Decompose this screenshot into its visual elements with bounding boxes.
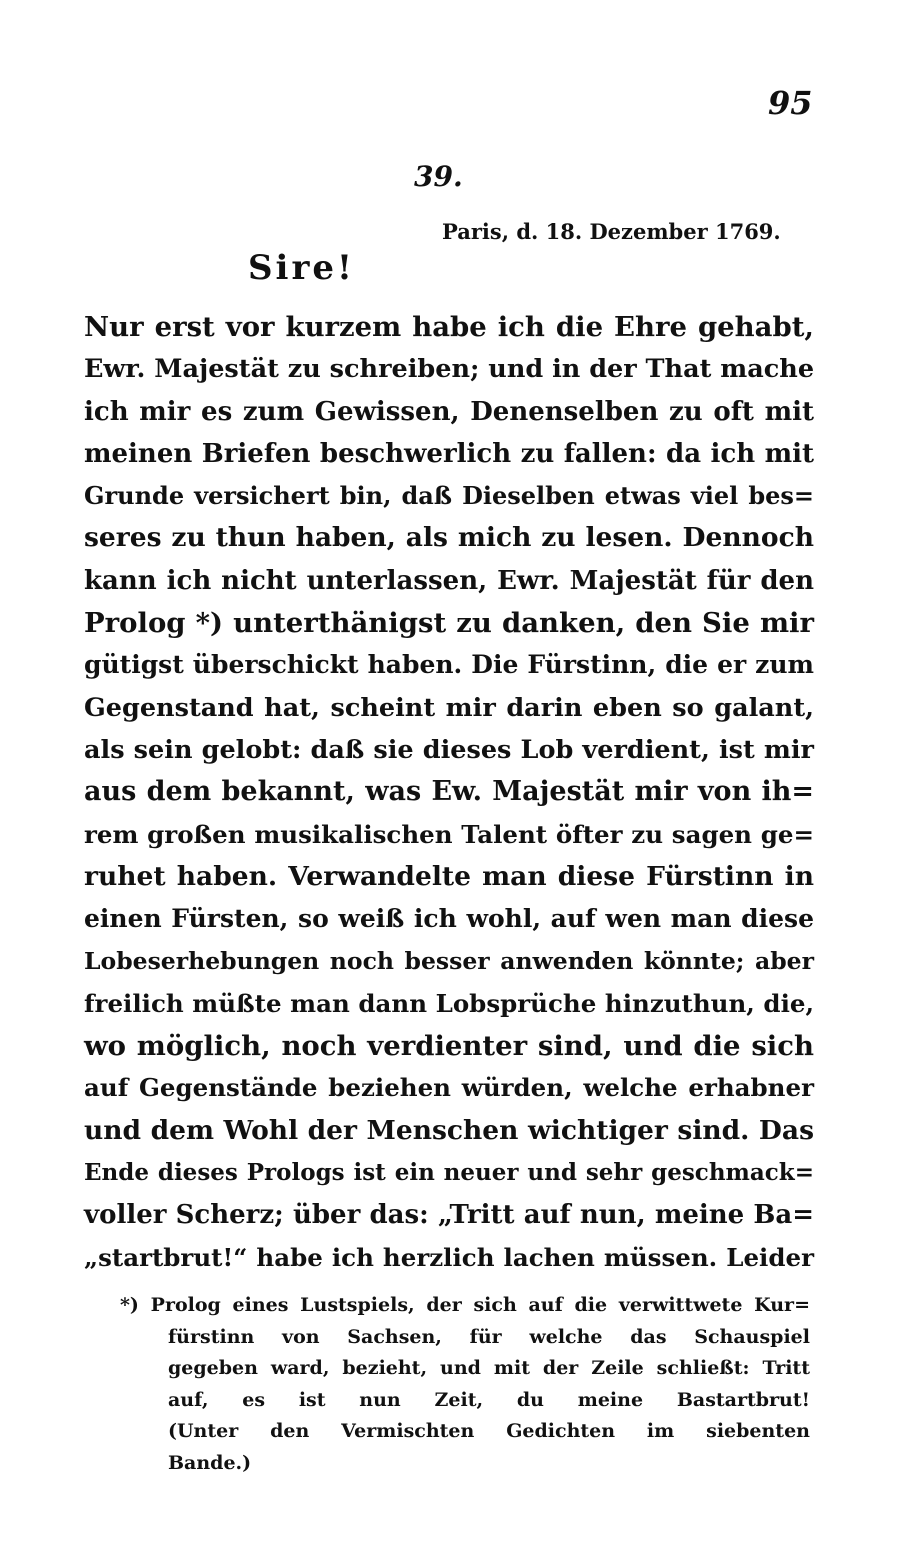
footnote-line: fürstinn von Sachsen, für welche das Schauspiel	[168, 1325, 810, 1348]
body-line: Gegenstand hat, scheint mir darin eben so galant,	[84, 692, 814, 723]
body-line: gütigst überschickt haben. Die Fürstinn, die er zum	[84, 650, 814, 680]
letter-number: 39.	[414, 160, 463, 193]
body-line: kann ich nicht unterlassen, Ewr. Majestät für den	[84, 565, 814, 596]
body-line: Ewr. Majestät zu schreiben; und in der That mache	[84, 354, 815, 385]
body-line: wo möglich, noch verdienter sind, und die sich	[84, 1030, 814, 1063]
body-line: Prolog *) unterthänigst zu danken, den Sie mir	[84, 607, 814, 640]
body-line: rem großen musikalischen Talent öfter zu sagen ge=	[84, 819, 814, 849]
footnote-line: Bande.)	[168, 1451, 252, 1474]
body-line: und dem Wohl der Menschen wichtiger sind. Das	[84, 1114, 814, 1146]
footnote-line: (Unter den Vermischten Gedichten im siebenten	[168, 1420, 810, 1442]
footnote-line: *) Prolog eines Lustspiels, der sich auf die verwittwete Kur=	[120, 1294, 810, 1316]
body-line: „startbrut!“ habe ich herzlich lachen müssen. Leider	[84, 1242, 814, 1272]
body-line: aus dem bekannt, was Ew. Majestät mir von ih=	[84, 776, 814, 808]
footnote	[120, 1290, 810, 1479]
body-line: voller Scherz; über das: „Tritt auf nun, meine Ba=	[84, 1200, 814, 1231]
body-line: Nur erst vor kurzem habe ich die Ehre gehabt,	[84, 311, 814, 343]
body-line: ruhet haben. Verwandelte man diese Fürstinn in	[84, 860, 814, 892]
footnote-line: gegeben ward, bezieht, und mit der Zeile schließt: Tritt	[168, 1357, 810, 1379]
salutation: Sire!	[248, 248, 355, 288]
body-line: auf Gegenstände beziehen würden, welche erhabner	[84, 1073, 814, 1103]
body-line: ich mir es zum Gewissen, Denenselben zu oft mit	[84, 396, 814, 427]
footnote-line: auf, es ist nun Zeit, du meine Bastartbrut!	[168, 1388, 810, 1411]
body-line: als sein gelobt: daß sie dieses Lob verdient, ist mir	[84, 734, 814, 765]
body-line: freilich müßte man dann Lobsprüche hinzuthun, die,	[84, 988, 814, 1018]
letter-body	[84, 306, 814, 1279]
body-line: meinen Briefen beschwerlich zu fallen: da ich mit	[84, 438, 814, 469]
body-line: Grunde versichert bin, daß Dieselben etwas viel bes=	[84, 481, 814, 511]
body-line: einen Fürsten, so weiß ich wohl, auf wen man diese	[84, 904, 814, 934]
page-number: 95	[768, 84, 813, 122]
body-line: Lobeserhebungen noch besser anwenden könnte; aber	[84, 947, 814, 976]
body-line: seres zu thun haben, als mich zu lesen. Dennoch	[84, 522, 814, 554]
dateline: Paris, d. 18. Dezember 1769.	[442, 219, 781, 244]
body-line: Ende dieses Prologs ist ein neuer und sehr geschmack=	[84, 1158, 814, 1186]
